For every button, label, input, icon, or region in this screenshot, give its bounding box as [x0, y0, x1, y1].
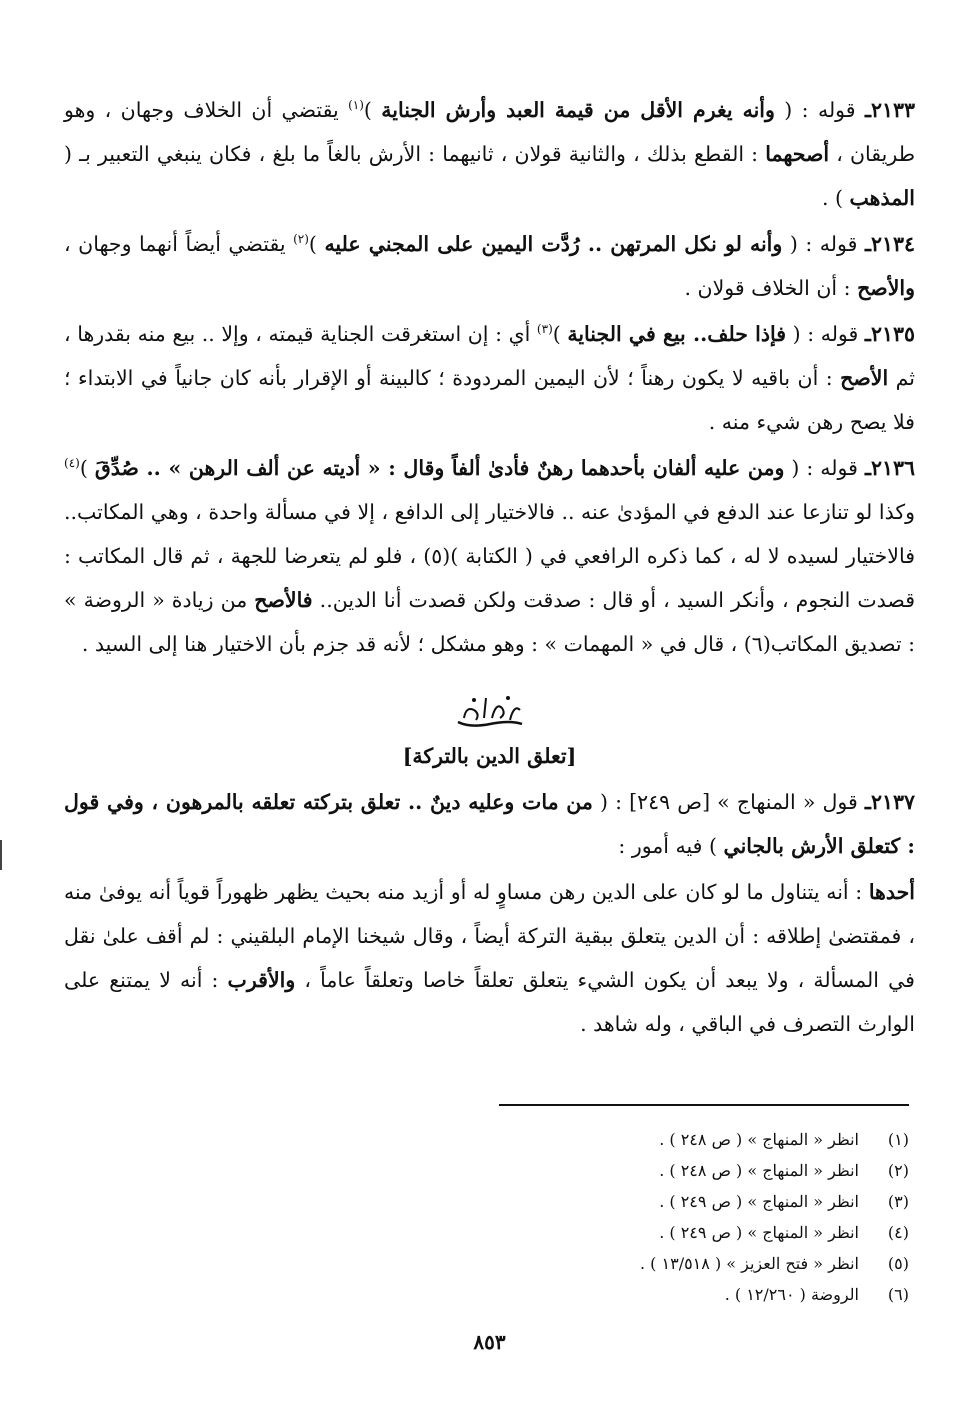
paragraph-number: ٢١٣٤ـ	[864, 232, 915, 256]
section-title: [تعلق الدين بالتركة]	[402, 744, 577, 768]
paragraph-2134: ٢١٣٤ـ قوله : ( وأنه لو نكل المرتهن .. رُدَّت اليمين على المجني عليه )$^{(٢)}$ يقتضي أيضاً أنهما وجهان ، والأصح : أن الخلاف قولان .	[64, 232, 915, 300]
page-number: ٨٥٣	[473, 1330, 506, 1354]
footnote-ref: (١)	[348, 98, 364, 113]
footnote-ref: (٢)	[293, 232, 309, 247]
section-ornament	[64, 688, 915, 736]
paragraph-number: ٢١٣٦ـ	[864, 456, 916, 480]
paragraph-2135: ٢١٣٥ـ قوله : ( فإذا حلف.. بيع في الجناية )$^{(٣)}$ أي : إن استغرقت الجناية قيمته ، وإلا .. بيع منه بقدرها ، ثم الأصح : أن باقيه لا يكون رهناً ؛ لأن اليمين المردودة ؛ كالبينة أو الإقرار بأنه كان جانياً في الابتداء ؛ فلا يصح رهن شيء منه .	[64, 322, 915, 434]
scan-edge-mark	[0, 840, 2, 870]
footnote-item: (٢) انظر « المنهاج » ( ص ٢٤٨ ) .	[659, 1161, 909, 1180]
paragraph-number: ٢١٣٣ـ	[864, 98, 916, 122]
footnote-ref: (٣)	[536, 322, 553, 337]
footnote-item: (٤) انظر « المنهاج » ( ص ٢٤٩ ) .	[659, 1223, 909, 1242]
footnotes	[309, 1124, 909, 1310]
paragraph-2133: ٢١٣٣ـ قوله : ( وأنه يغرم الأقل من قيمة العبد وأرش الجناية )$^{(١)}$ يقتضي أن الخلاف وجهان ، وهو طريقان ، أصحهما : القطع بذلك ، والثانية قولان ، ثانيهما : الأرش بالغاً ما بلغ ، فكان ينبغي التعبير بـ ( المذهب ) .	[64, 98, 916, 210]
paragraph-number: ٢١٣٧ـ	[864, 790, 915, 814]
footnote-divider	[499, 1104, 909, 1106]
paragraph-first-matter: أحدها : أنه يتناول ما لو كان على الدين رهن مساوٍ له أو أزيد منه بحيث يظهر ظهوراً قوياً أنه يوفىٰ منه ، فمقتضىٰ إطلاقه : أن الدين يتعلق ببقية التركة أيضاً ، وقال شيخنا الإمام البلقيني : لم أقف علىٰ نقل في المسألة ، ولا يبعد أن يكون الشيء يتعلق تعلقاً خاصا وتعلقاً عاماً ، والأقرب : أنه لا يمتنع على الوارث التصرف في الباقي ، وله شاهد .	[64, 880, 915, 1036]
paragraph-2136: ٢١٣٦ـ قوله : ( ومن عليه ألفان بأحدهما رهنٌ فأدىٰ ألفاً وقال : « أديته عن ألف الرهن » .. صُدِّقَ )$^{(٤)}$ وكذا لو تنازعا عند الدفع في المؤدىٰ عنه .. فالاختيار إلى الدافع ، إلا في مسألة واحدة ، وهي المكاتب.. فالاختيار لسيده لا له ، كما ذكره الرافعي في ( الكتابة )(٥) ، فلو لم يتعرضا للجهة ، ثم قال المكاتب : قصدت النجوم ، وأنكر السيد ، أو قال : صدقت ولكن قصدت أنا الدين.. فالأصح من زيادة « الروضة » : تصديق المكاتب(٦) ، قال في « المهمات » : وهو مشكل ؛ لأنه قد جزم بأن الاختيار هنا إلى السيد .	[64, 456, 916, 656]
footnote-item: (١) انظر « المنهاج » ( ص ٢٤٨ ) .	[659, 1130, 909, 1149]
footnote-item: (٥) انظر « فتح العزيز » ( ١٣/٥١٨ ) .	[640, 1254, 909, 1273]
paragraph-number: ٢١٣٥ـ	[864, 322, 915, 346]
footnote-item: (٦) الروضة ( ١٢/٢٦٠ ) .	[724, 1285, 909, 1304]
footnote-ref: (٤)	[64, 456, 80, 471]
paragraph-2137: ٢١٣٧ـ قول « المنهاج » [ص ٢٤٩] : ( من مات وعليه دينٌ .. تعلق بتركته تعلقه بالمرهون ، وفي قول : كتعلق الأرش بالجاني ) فيه أمور :	[64, 790, 915, 858]
calligraphy-ornament-icon	[450, 688, 530, 734]
footnote-item: (٣) انظر « المنهاج » ( ص ٢٤٩ ) .	[659, 1192, 909, 1211]
